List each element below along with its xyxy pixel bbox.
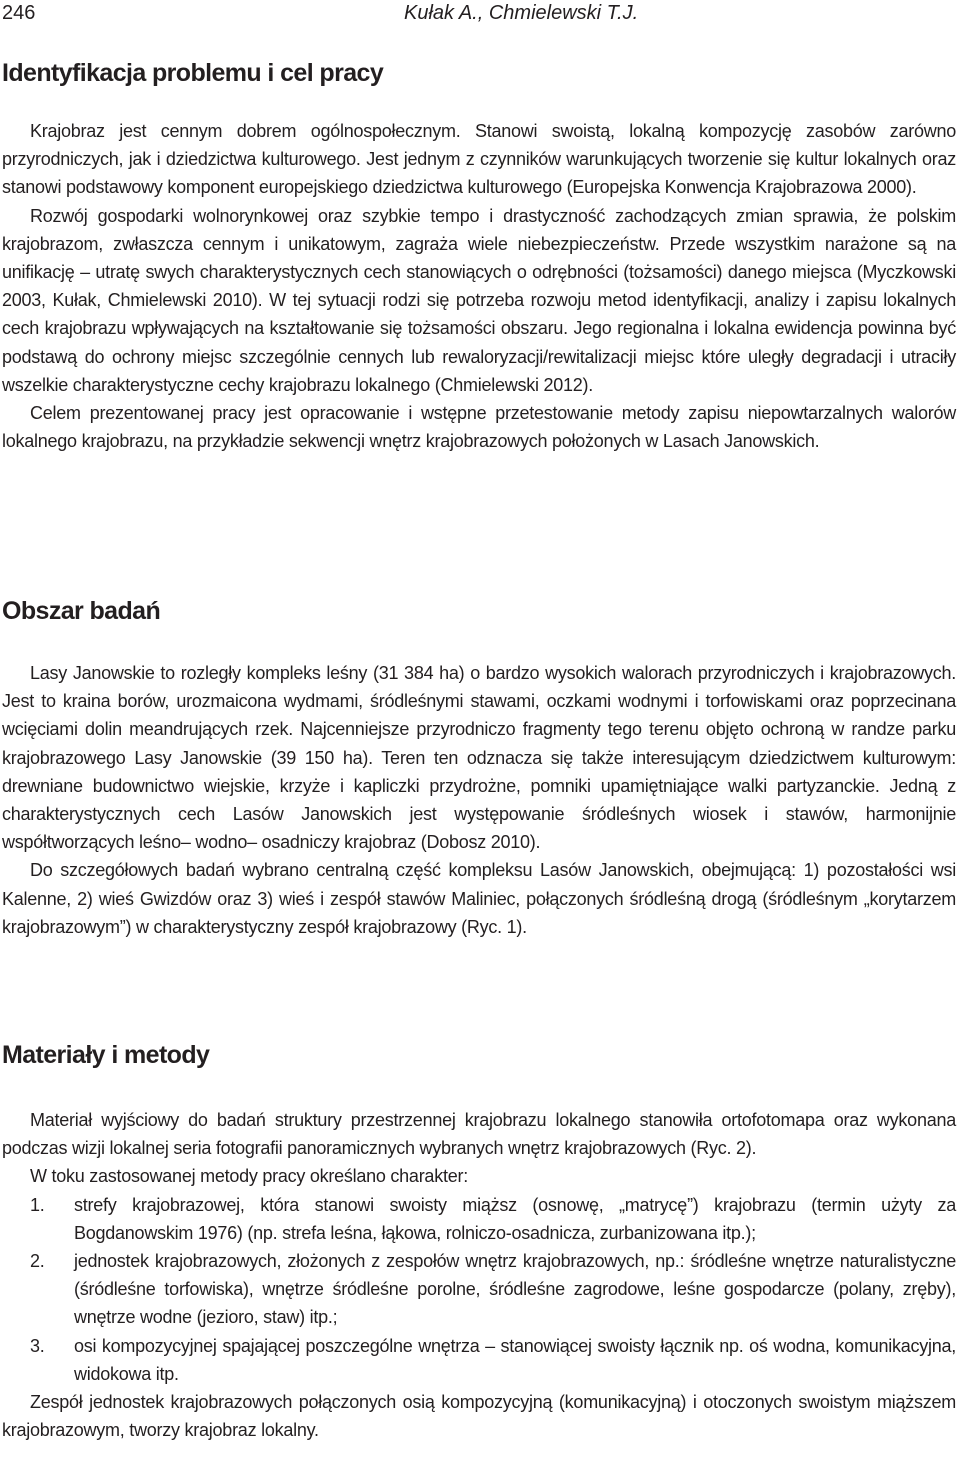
section-body-problem xyxy=(2,117,956,455)
paragraph: Celem prezentowanej pracy jest opracowanie i wstępne przetestowanie metody zapisu niepowtarzalnych walorów lokalnego krajobrazu, na przykładzie sekwencji wnętrz krajobrazowych położonych w Lasach Janowskich. xyxy=(2,403,956,452)
running-header xyxy=(2,0,956,30)
list-item xyxy=(2,1247,956,1332)
list-item-text: jednostek krajobrazowych, złożonych z zespołów wnętrz krajobrazowych, np.: śródleśne wnętrze naturalistyczne (śródleśne torfowiska), wnętrze śródleśne porolne, śródleśne zagrodowe, leśne gospodarcze (polany, zręby), wnętrze wodne (jezioro, staw) itp.; xyxy=(74,1251,956,1328)
paragraph: Do szczegółowych badań wybrano centralną część kompleksu Lasów Janowskich, obejmującą: 1) pozostałości wsi Kalenne, 2) wieś Gwizdów oraz 3) wieś i zespół stawów Maliniec, połączonych śródleśną drogą (śródleśnym „korytarzem krajobrazowym”) w charakterystyczny zespół krajobrazowy (Ryc. 1). xyxy=(2,860,956,937)
section-body-study-area xyxy=(2,659,956,941)
section-heading-methods: Materiały i metody xyxy=(2,1041,210,1069)
page-number: 246 xyxy=(2,2,36,24)
list-item-number: 1. xyxy=(30,1194,45,1215)
list-item-number: 2. xyxy=(30,1251,45,1272)
paragraph: Krajobraz jest cennym dobrem ogólnospołecznym. Stanowi swoistą, lokalną kompozycję zasobów zarówno przyrodniczych, jak i dziedzictwa kulturowego. Jest jednym z czynników warunkujących tworzenie się kultur lokalnych oraz stanowi podstawowy komponent europejskiego dziedzictwa kulturowego (Europejska Konwencja Krajobrazowa 2000). xyxy=(2,121,956,198)
paragraph: Materiał wyjściowy do badań struktury przestrzennej krajobrazu lokalnego stanowiła ortofotomapa oraz wykonana podczas wizji lokalnej seria fotografii panoramicznych wybranych wnętrz krajobrazowych (Ryc. 2). xyxy=(2,1110,956,1159)
list-item-number: 3. xyxy=(30,1335,45,1356)
list-item-text: strefy krajobrazowej, która stanowi swoisty miąższ (osnowę, „matrycę”) krajobrazu (termin użyty za Bogdanowskim 1976) (np. strefa leśna, łąkowa, rolniczo-osadnicza, zurbanizowana itp.); xyxy=(74,1194,956,1243)
paragraph: Zespół jednostek krajobrazowych połączonych osią kompozycyjną (komunikacyjną) i otoczonych swoistym miąższem krajobrazowym, tworzy krajobraz lokalny. xyxy=(2,1392,956,1441)
section-heading-problem: Identyfikacja problemu i cel pracy xyxy=(2,59,384,87)
section-body-methods xyxy=(2,1106,956,1444)
paragraph: Rozwój gospodarki wolnorynkowej oraz szybkie tempo i drastyczność zachodzących zmian sprawia, że polskim krajobrazom, zwłaszcza cennym i unikatowym, zagraża wiele niebezpieczeństw. Przede wszystkim narażone są na unifikację – utratę swych charakterystycznych cech stanowiących o odrębności (tożsamości) danego miejsca (Myczkowski 2003, Kułak, Chmielewski 2010). W tej sytuacji rodzi się potrzeba rozwoju metod identyfikacji, analizy i zapisu lokalnych cech krajobrazu wpływających na kształtowanie się tożsamości obszaru. Jego regionalna i lokalna ewidencja powinna być podstawą do ochrony miejsc szczególnie cennych lub rewaloryzacji/rewitalizacji miejsc które uległy degradacji i utraciły wszelkie charakterystyczne cechy krajobrazu lokalnego (Chmielewski 2012). xyxy=(2,205,956,395)
list-item xyxy=(2,1191,956,1247)
list-item-text: osi kompozycyjnej spajającej poszczególne wnętrza – stanowiącej swoisty łącznik np. oś wodna, komunikacyjna, widokowa itp. xyxy=(74,1335,956,1384)
running-header-authors: Kułak A., Chmielewski T.J. xyxy=(404,2,639,24)
method-list xyxy=(2,1191,956,1388)
list-item xyxy=(2,1332,956,1388)
section-heading-study-area: Obszar badań xyxy=(2,597,161,625)
paragraph: W toku zastosowanej metody pracy określano charakter: xyxy=(30,1166,468,1187)
paragraph: Lasy Janowskie to rozległy kompleks leśny (31 384 ha) o bardzo wysokich walorach przyrodniczych i krajobrazowych. Jest to kraina borów, urozmaicona wydmami, śródleśnymi stawami, oczkami wodnymi i torfowiskami oraz poprzecinana wcięciami dolin meandrujących rzek. Najcenniejsze przyrodniczo fragmenty tego terenu objęto ochroną w randze parku krajobrazowego Lasy Janowskie (39 150 ha). Teren ten odznacza się także interesującym dziedzictwem kulturowym: drewniane budownictwo wiejskie, krzyże i kapliczki przydrożne, pomniki upamiętniające walki partyzanckie. Jedną z charakterystycznych cech Lasów Janowskich jest występowanie śródleśnych wiosek i stawów, harmonijnie współtworzących leśno– wodno– osadniczy krajobraz (Dobosz 2010). xyxy=(2,663,956,853)
